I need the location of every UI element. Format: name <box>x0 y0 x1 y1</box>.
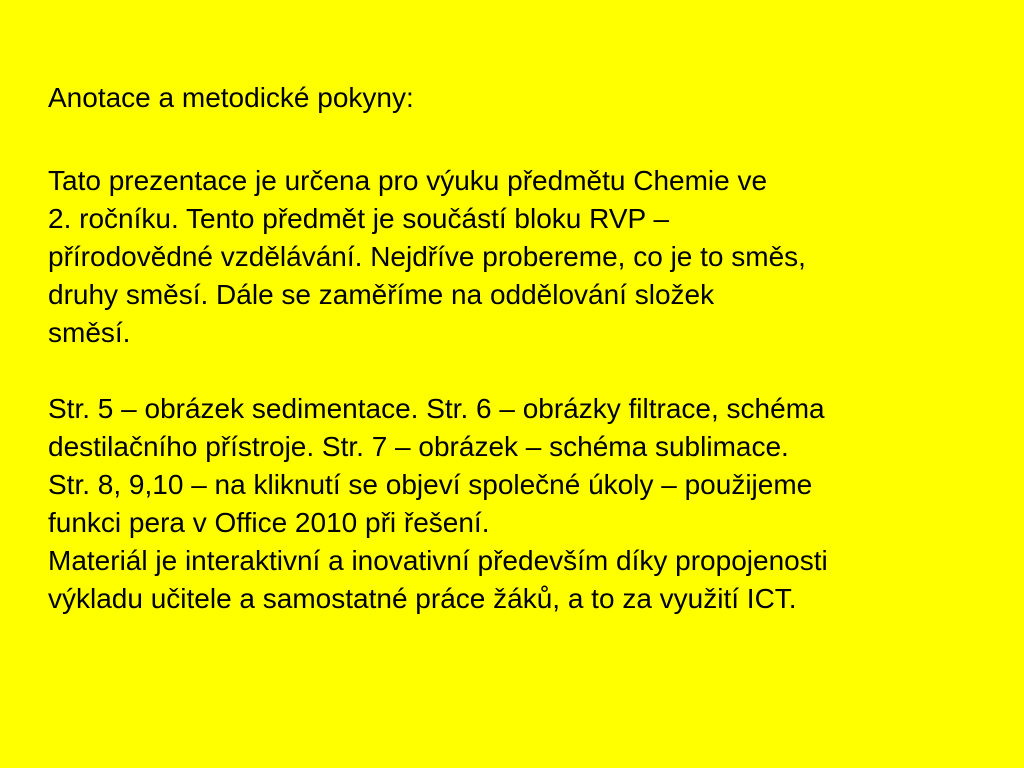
paragraph2-line: Str. 8, 9,10 – na kliknutí se objeví společné úkoly – použijeme <box>48 469 813 500</box>
paragraph1-line: druhy směsí. Dále se zaměříme na oddělování složek <box>48 279 715 310</box>
paragraph-spacer <box>48 352 1008 390</box>
paragraph3-line: Materiál je interaktivní a inovativní především díky propojenosti <box>48 545 828 576</box>
paragraph1-line: přírodovědné vzdělávání. Nejdříve probereme, co je to směs, <box>48 241 806 272</box>
paragraph1-line: směsí. <box>48 317 131 348</box>
slide-title: Anotace a metodické pokyny: <box>48 82 414 113</box>
slide-body <box>48 162 1008 618</box>
paragraph1-line: Tato prezentace je určena pro výuku předmětu Chemie ve <box>48 165 768 196</box>
paragraph2-line: destilačního přístroje. Str. 7 – obrázek – schéma sublimace. <box>48 431 789 462</box>
paragraph3-line: výkladu učitele a samostatné práce žáků, a to za využití ICT. <box>48 583 797 614</box>
paragraph1-line: 2. ročníku. Tento předmět je součástí bloku RVP – <box>48 203 670 234</box>
paragraph2-line: funkci pera v Office 2010 při řešení. <box>48 507 490 538</box>
paragraph2-line: Str. 5 – obrázek sedimentace. Str. 6 – obrázky filtrace, schéma <box>48 393 825 424</box>
